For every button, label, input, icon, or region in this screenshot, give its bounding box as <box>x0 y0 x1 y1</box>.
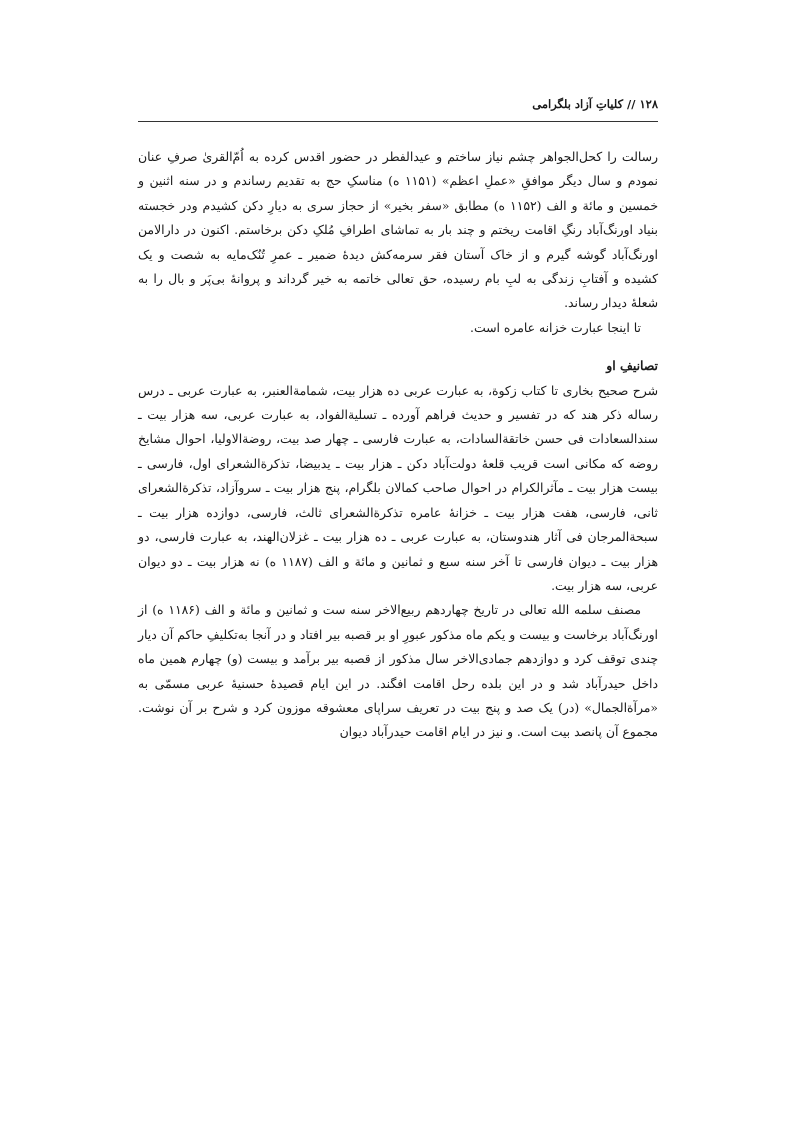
paragraph: مصنف سلمه الله تعالی در تاریخ چهاردهم ربیع‌الاخر سنه ست و ثمانین و مائة و الف (۱۱۸۶ ه) از اورنگ‌آباد برخاست و بیست و یکم ماه مذکور عبورِ او بر قصبه بیر افتاد و در آنجا به‌تکلیفِ حاکم آن دیار چندی توقف کرد و دوازدهم جمادی‌الاخر سال مذکور از قصبه بیر برآمد و بیست (و) چهارم همین ماه داخل حیدرآباد شد و در این بلده رحل اقامت افگند. در این ایام قصیدهٔ حسنیهٔ عربی مسمّی به «مرآةالجمال» (در) یک صد و پنج بیت در تعریف سراپای معشوقه موزون کرد و شرح بر آن نوشت. مجموع آن پانصد بیت است. و نیز در ایام اقامت حیدرآباد دیوان <box>138 602 658 740</box>
running-head: ۱۲۸ // کلیاتِ آزاد بلگرامی <box>532 97 658 111</box>
section-heading: تصانیفِ او <box>606 358 658 374</box>
paragraph: تا اینجا عبارت خزانه عامره است. <box>470 319 641 335</box>
paragraph: شرح صحیح بخاری تا کتاب زکوة، به عبارت عربی ده هزار بیت، شمامةالعنبر، به عبارت عربی ـ درس رساله ذکر هند که در تفسیر و حدیث فراهم آورده ـ تسلیةالفواد، به عبارت عربی، سه هزار بیت ـ سندالسعادات فی حسن خاتقةالسادات، به عبارت فارسی ـ چهار صد بیت، روضةالاولیا، احوال مشایخ روضه که مکانی است قریب قلعهٔ دولت‌آباد دکن ـ هزار بیت ـ یدبیضا، تذکرةالشعرای اول، فارسی ـ بیست هزار بیت ـ مآثرالکرام در احوال صاحب کمالان بلگرام، پنج هزار بیت ـ سروآزاد، تذکرةالشعرای ثانی، فارسی، هفت هزار بیت ـ خزانهٔ عامره تذکرةالشعرای ثالث، فارسی، دوازده هزار بیت ـ سبحةالمرجان فی آثار هندوستان، به عبارت عربی ـ ده هزار بیت ـ غزلان‌الهند، به عبارت فارسی، دو هزار بیت ـ دیوان فارسی تا آخر سنه سبع و ثمانین و مائة و الف (۱۱۸۷ ه) نه هزار بیت ـ دو دیوان عربی، سه هزار بیت. <box>138 382 658 593</box>
book-page <box>138 0 658 1123</box>
paragraph: رسالت را کحل‌الجواهر چشم نیاز ساختم و عیدالفطر در حضور اقدس کرده به اُمّ‌القریٰ صرفِ عنان نمودم و سال دیگر موافقِ «عملِ اعظم» (۱۱۵۱ ه) مناسکِ حج به تقدیم رساندم و در سنه اثنین و خمسین و مائة و الف (۱۱۵۲ ه) مطابق «سفر بخیر» از حجاز سری به دیارِ دکن کشیدم ودر خجسته بنیاد اورنگ‌آباد رنگِ اقامت ریختم و چند بار به تماشای اطرافِ مُلکِ دکن برخاستم. اکنون در دارالامن اورنگ‌آباد گوشه گیرم و از خاک آستان فقر سرمه‌کش دیدهٔ ضمیر ـ عمرِ تُنُک‌مایه به شصت و یک کشیده و آفتابِ زندگی به لبِ بام رسیده، حق تعالی خاتمه به خیر گرداند و پروانهٔ بی‌پَر و بال را به شعلهٔ دیدار رساند. <box>138 149 658 311</box>
header-rule <box>138 121 658 122</box>
body-text <box>138 145 658 745</box>
